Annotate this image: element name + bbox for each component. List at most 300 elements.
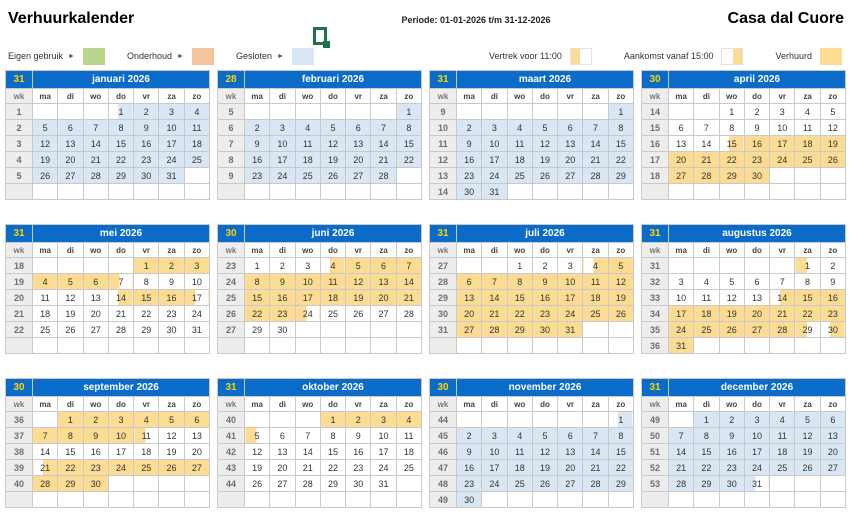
day-cell: 30 (346, 476, 371, 492)
day-cell: 10 (558, 274, 583, 290)
day-cell: 7 (108, 274, 133, 290)
page-title: Verhuurkalender (8, 10, 135, 27)
week-number: 29 (430, 290, 457, 306)
weekday-header: wo (507, 397, 532, 412)
week-number: 13 (430, 168, 457, 184)
empty-cell (58, 104, 83, 120)
week-number: 16 (642, 136, 669, 152)
day-cell: 3 (744, 412, 769, 428)
day-cell: 31 (744, 476, 769, 492)
day-cell: 1 (58, 412, 83, 428)
day-cell: 29 (608, 168, 633, 184)
day-cell: 9 (532, 274, 557, 290)
empty-cell (694, 258, 719, 274)
week-number: 38 (6, 444, 33, 460)
legend-item-verhuurd (775, 48, 842, 65)
day-cell: 4 (396, 412, 421, 428)
week-number: 39 (6, 460, 33, 476)
weekday-header: do (744, 243, 769, 258)
day-cell: 24 (184, 306, 209, 322)
day-cell: 10 (270, 136, 295, 152)
day-cell: 2 (270, 258, 295, 274)
day-cell: 10 (669, 290, 694, 306)
empty-cell (744, 184, 769, 200)
month-title: november 2026 (457, 379, 634, 397)
day-cell: 8 (320, 428, 345, 444)
day-cell: 13 (371, 274, 396, 290)
day-cell: 25 (583, 306, 608, 322)
empty-cell (346, 322, 371, 338)
empty-cell (33, 104, 58, 120)
week-number: 9 (430, 104, 457, 120)
empty-cell (295, 104, 320, 120)
weekday-header: do (320, 397, 345, 412)
month-title: december 2026 (669, 379, 846, 397)
day-cell: 10 (744, 428, 769, 444)
day-cell: 7 (583, 428, 608, 444)
day-cell: 16 (532, 290, 557, 306)
week-number: 30 (430, 306, 457, 322)
day-cell: 6 (83, 274, 108, 290)
day-cell: 18 (396, 444, 421, 460)
month-days-count: 31 (6, 71, 33, 89)
weekday-header: do (108, 89, 133, 104)
empty-cell (320, 338, 345, 354)
empty-cell (795, 476, 820, 492)
empty-cell (295, 338, 320, 354)
empty-cell (694, 104, 719, 120)
empty-cell (482, 104, 507, 120)
empty-cell (795, 184, 820, 200)
day-cell: 24 (482, 476, 507, 492)
week-number: 23 (218, 258, 245, 274)
week-number: 10 (430, 120, 457, 136)
weekday-header: wo (295, 243, 320, 258)
day-cell: 29 (694, 476, 719, 492)
week-number-empty (218, 492, 245, 508)
day-cell: 20 (58, 152, 83, 168)
empty-cell (669, 104, 694, 120)
day-cell: 25 (184, 152, 209, 168)
day-cell: 28 (770, 322, 795, 338)
week-number: 31 (430, 322, 457, 338)
empty-cell (820, 492, 845, 508)
day-cell: 9 (245, 136, 270, 152)
day-cell: 8 (608, 120, 633, 136)
day-cell: 8 (134, 274, 159, 290)
week-number: 28 (430, 274, 457, 290)
day-cell: 11 (770, 428, 795, 444)
legend-label: Vertrek voor 11:00 (489, 51, 562, 61)
day-cell: 3 (159, 104, 184, 120)
legend-group-left (8, 48, 336, 65)
day-cell: 2 (346, 412, 371, 428)
weekday-header: di (270, 243, 295, 258)
day-cell: 14 (583, 444, 608, 460)
day-cell: 29 (58, 476, 83, 492)
day-cell: 18 (507, 460, 532, 476)
day-cell: 24 (270, 168, 295, 184)
day-cell: 22 (58, 460, 83, 476)
day-cell: 9 (159, 274, 184, 290)
day-cell: 24 (108, 460, 133, 476)
day-cell: 17 (159, 136, 184, 152)
weekday-header: wo (83, 397, 108, 412)
day-cell: 1 (245, 258, 270, 274)
day-cell: 11 (694, 290, 719, 306)
day-cell: 30 (820, 322, 845, 338)
month-calendar-januari (5, 70, 210, 200)
day-cell: 15 (795, 290, 820, 306)
empty-cell (532, 492, 557, 508)
empty-cell (820, 338, 845, 354)
month-calendar-mei (5, 224, 210, 354)
day-cell: 30 (719, 476, 744, 492)
week-number: 22 (6, 322, 33, 338)
day-cell: 8 (608, 428, 633, 444)
day-cell: 28 (83, 168, 108, 184)
empty-cell (719, 184, 744, 200)
weekday-header: vr (346, 89, 371, 104)
day-cell: 26 (159, 460, 184, 476)
empty-cell (159, 184, 184, 200)
day-cell: 27 (457, 322, 482, 338)
week-number: 52 (642, 460, 669, 476)
day-cell: 3 (482, 428, 507, 444)
day-cell: 18 (507, 152, 532, 168)
empty-cell (184, 168, 209, 184)
week-number: 18 (6, 258, 33, 274)
day-cell: 14 (371, 136, 396, 152)
day-cell: 1 (608, 104, 633, 120)
day-cell: 9 (134, 120, 159, 136)
empty-cell (795, 168, 820, 184)
empty-cell (744, 492, 769, 508)
weekday-header: zo (820, 397, 845, 412)
day-cell: 19 (820, 136, 845, 152)
empty-cell (820, 168, 845, 184)
day-cell: 5 (58, 274, 83, 290)
empty-cell (669, 492, 694, 508)
day-cell: 23 (346, 460, 371, 476)
day-cell: 27 (371, 306, 396, 322)
weekday-header: do (108, 243, 133, 258)
empty-cell (507, 492, 532, 508)
day-cell: 8 (245, 274, 270, 290)
week-column-header: wk (6, 89, 33, 104)
day-cell: 23 (159, 306, 184, 322)
week-number: 2 (6, 120, 33, 136)
day-cell: 13 (820, 428, 845, 444)
week-number: 1 (6, 104, 33, 120)
week-number: 25 (218, 290, 245, 306)
day-cell: 2 (744, 104, 769, 120)
day-cell: 25 (507, 168, 532, 184)
day-cell: 1 (507, 258, 532, 274)
week-number: 4 (6, 152, 33, 168)
day-cell: 28 (669, 476, 694, 492)
day-cell: 9 (457, 136, 482, 152)
empty-cell (396, 168, 421, 184)
day-cell: 26 (320, 168, 345, 184)
day-cell: 27 (58, 168, 83, 184)
empty-cell (33, 338, 58, 354)
day-cell: 28 (108, 322, 133, 338)
weekday-header: ma (33, 89, 58, 104)
day-cell: 4 (295, 120, 320, 136)
weekday-header: wo (83, 89, 108, 104)
weekday-header: di (482, 89, 507, 104)
week-column-header: wk (642, 397, 669, 412)
arrow-right-icon: ► (177, 52, 184, 60)
day-cell: 5 (532, 120, 557, 136)
empty-cell (744, 258, 769, 274)
day-cell: 7 (694, 120, 719, 136)
day-cell: 30 (532, 322, 557, 338)
day-cell: 9 (457, 444, 482, 460)
empty-cell (482, 338, 507, 354)
week-number-empty (6, 492, 33, 508)
weekday-header: za (583, 89, 608, 104)
day-cell: 31 (482, 184, 507, 200)
day-cell: 11 (507, 136, 532, 152)
weekday-header: do (744, 89, 769, 104)
arrow-right-icon: ► (277, 52, 284, 60)
day-cell: 8 (694, 428, 719, 444)
week-number: 46 (430, 444, 457, 460)
day-cell: 25 (396, 460, 421, 476)
day-cell: 18 (795, 136, 820, 152)
day-cell: 5 (346, 258, 371, 274)
weekday-header: ma (457, 397, 482, 412)
day-cell: 3 (108, 412, 133, 428)
empty-cell (58, 184, 83, 200)
empty-cell (558, 492, 583, 508)
day-cell: 26 (532, 168, 557, 184)
week-number-empty (218, 338, 245, 354)
day-cell: 10 (482, 444, 507, 460)
legend-item-vertrek (489, 48, 592, 65)
legend-label: Onderhoud (126, 51, 173, 61)
empty-cell (245, 412, 270, 428)
day-cell: 2 (457, 120, 482, 136)
week-number-empty (218, 184, 245, 200)
logo-icon (313, 27, 327, 45)
weekday-header: ma (669, 397, 694, 412)
weekday-header: di (482, 243, 507, 258)
weekday-header: za (371, 89, 396, 104)
week-column-header: wk (642, 89, 669, 104)
day-cell: 10 (371, 428, 396, 444)
empty-cell (371, 322, 396, 338)
weekday-header: do (320, 89, 345, 104)
empty-cell (396, 322, 421, 338)
day-cell: 10 (770, 120, 795, 136)
empty-cell (507, 184, 532, 200)
day-cell: 12 (346, 274, 371, 290)
day-cell: 3 (482, 120, 507, 136)
day-cell: 23 (719, 460, 744, 476)
weekday-header: ma (669, 89, 694, 104)
empty-cell (346, 492, 371, 508)
day-cell: 14 (396, 274, 421, 290)
empty-cell (583, 338, 608, 354)
day-cell: 5 (245, 428, 270, 444)
month-calendar-december (641, 378, 846, 508)
empty-cell (270, 412, 295, 428)
weekday-header: ma (245, 243, 270, 258)
weekday-header: wo (719, 397, 744, 412)
day-cell: 19 (532, 152, 557, 168)
day-cell: 2 (134, 104, 159, 120)
empty-cell (33, 184, 58, 200)
weekday-header: di (694, 243, 719, 258)
day-cell: 21 (694, 152, 719, 168)
day-cell: 5 (795, 412, 820, 428)
day-cell: 26 (795, 460, 820, 476)
day-cell: 10 (108, 428, 133, 444)
day-cell: 13 (184, 428, 209, 444)
day-cell: 3 (184, 258, 209, 274)
day-cell: 17 (770, 136, 795, 152)
day-cell: 3 (295, 258, 320, 274)
weekday-header: vr (770, 89, 795, 104)
legend-item-gesloten (236, 48, 314, 65)
legend-label: Gesloten (235, 51, 272, 61)
weekday-header: ma (669, 243, 694, 258)
month-days-count: 31 (218, 379, 245, 397)
day-cell: 28 (371, 168, 396, 184)
day-cell: 21 (770, 306, 795, 322)
empty-cell (346, 104, 371, 120)
day-cell: 20 (457, 306, 482, 322)
day-cell: 30 (270, 322, 295, 338)
day-cell: 20 (83, 306, 108, 322)
day-cell: 25 (770, 460, 795, 476)
weekday-header: za (159, 243, 184, 258)
period-text: Periode: 01-01-2026 t/m 31-12-2026 (401, 15, 551, 25)
empty-cell (719, 338, 744, 354)
day-cell: 22 (694, 460, 719, 476)
week-number: 41 (218, 428, 245, 444)
day-cell: 1 (608, 412, 633, 428)
day-cell: 7 (770, 274, 795, 290)
day-cell: 18 (770, 444, 795, 460)
swatch-onderhoud (192, 48, 214, 65)
day-cell: 23 (820, 306, 845, 322)
weekday-header: za (583, 397, 608, 412)
empty-cell (396, 492, 421, 508)
week-number: 51 (642, 444, 669, 460)
empty-cell (608, 338, 633, 354)
day-cell: 24 (482, 168, 507, 184)
weekday-header: zo (396, 89, 421, 104)
empty-cell (346, 338, 371, 354)
weekday-header: za (795, 397, 820, 412)
week-number: 19 (6, 274, 33, 290)
day-cell: 3 (669, 274, 694, 290)
weekday-header: za (159, 397, 184, 412)
legend-label: Aankomst vanaf 15:00 (623, 51, 714, 61)
day-cell: 23 (457, 476, 482, 492)
day-cell: 12 (532, 444, 557, 460)
day-cell: 7 (583, 120, 608, 136)
day-cell: 21 (33, 460, 58, 476)
day-cell: 26 (532, 476, 557, 492)
day-cell: 14 (295, 444, 320, 460)
day-cell: 28 (396, 306, 421, 322)
empty-cell (396, 184, 421, 200)
day-cell: 2 (245, 120, 270, 136)
weekday-header: zo (184, 397, 209, 412)
day-cell: 7 (371, 120, 396, 136)
weekday-header: za (159, 89, 184, 104)
day-cell: 31 (159, 168, 184, 184)
day-cell: 16 (134, 136, 159, 152)
weekday-header: vr (346, 243, 371, 258)
day-cell: 12 (795, 428, 820, 444)
month-title: januari 2026 (33, 71, 210, 89)
day-cell: 12 (532, 136, 557, 152)
day-cell: 18 (320, 290, 345, 306)
day-cell: 30 (744, 168, 769, 184)
day-cell: 17 (108, 444, 133, 460)
month-calendar-maart (429, 70, 634, 200)
day-cell: 27 (83, 322, 108, 338)
week-number: 49 (430, 492, 457, 508)
day-cell: 15 (719, 136, 744, 152)
empty-cell (83, 258, 108, 274)
day-cell: 3 (270, 120, 295, 136)
day-cell: 13 (558, 136, 583, 152)
day-cell: 13 (457, 290, 482, 306)
empty-cell (532, 184, 557, 200)
day-cell: 4 (33, 274, 58, 290)
week-number: 20 (6, 290, 33, 306)
empty-cell (694, 492, 719, 508)
week-column-header: wk (430, 89, 457, 104)
day-cell: 16 (159, 290, 184, 306)
day-cell: 22 (245, 306, 270, 322)
day-cell: 8 (507, 274, 532, 290)
month-title: oktober 2026 (245, 379, 422, 397)
empty-cell (58, 338, 83, 354)
empty-cell (457, 338, 482, 354)
empty-cell (770, 492, 795, 508)
weekday-header: ma (457, 243, 482, 258)
weekday-header: ma (245, 397, 270, 412)
day-cell: 19 (159, 444, 184, 460)
week-number-empty (430, 338, 457, 354)
day-cell: 5 (532, 428, 557, 444)
weekday-header: di (694, 89, 719, 104)
day-cell: 21 (295, 460, 320, 476)
day-cell: 9 (346, 428, 371, 444)
day-cell: 6 (184, 412, 209, 428)
empty-cell (184, 184, 209, 200)
day-cell: 25 (795, 152, 820, 168)
day-cell: 12 (820, 120, 845, 136)
day-cell: 25 (295, 168, 320, 184)
week-column-header: wk (218, 243, 245, 258)
day-cell: 25 (507, 476, 532, 492)
empty-cell (83, 104, 108, 120)
empty-cell (583, 322, 608, 338)
week-number-empty (6, 184, 33, 200)
week-number: 40 (218, 412, 245, 428)
day-cell: 19 (346, 290, 371, 306)
week-number: 18 (642, 168, 669, 184)
